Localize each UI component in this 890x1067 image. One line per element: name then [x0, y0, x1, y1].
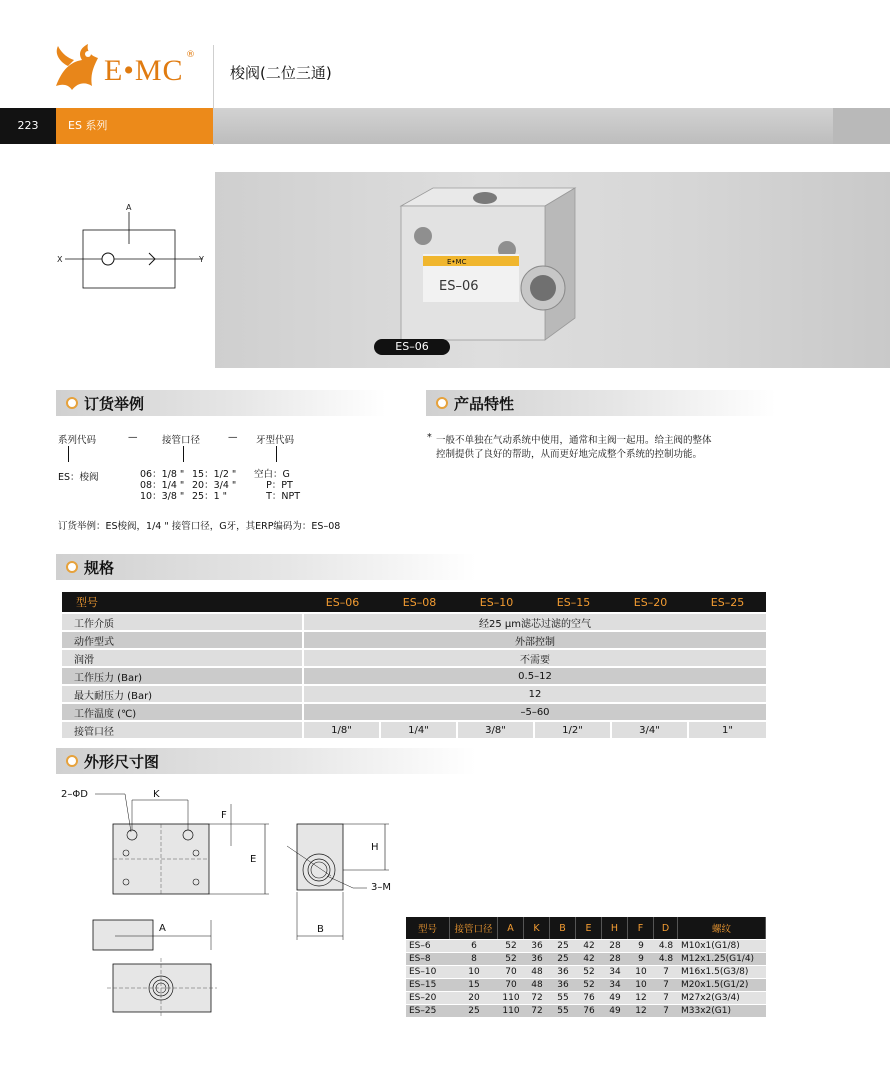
- table-cell: 36: [524, 940, 550, 952]
- table-cell: 20: [450, 992, 498, 1004]
- spec-col-es06: ES–06: [304, 592, 381, 612]
- table-cell: 49: [602, 1005, 628, 1017]
- table-cell: 9: [628, 953, 654, 965]
- section-title: 产品特性: [454, 395, 515, 413]
- dim-label-hole: 2–ΦD: [61, 789, 88, 800]
- table-cell: M16x1.5(G3/8): [678, 966, 766, 978]
- table-cell: 34: [602, 979, 628, 991]
- section-title: 订货举例: [84, 395, 145, 413]
- order-connector-line: [68, 446, 69, 462]
- table-cell: ES–15: [406, 979, 450, 991]
- table-cell: 7: [654, 992, 678, 1004]
- spec-col-model: 型号: [62, 592, 304, 612]
- table-cell: 4.8: [654, 940, 678, 952]
- section-title: 规格: [84, 559, 115, 577]
- spec-row-proof-pressure: [62, 686, 766, 702]
- order-series-value: ES：梭阀: [58, 472, 99, 483]
- spec-col-es10: ES–10: [458, 592, 535, 612]
- symbol-port-a: A: [126, 203, 132, 212]
- table-cell: 48: [524, 979, 550, 991]
- table-cell: ES–10: [406, 966, 450, 978]
- table-cell: 72: [524, 1005, 550, 1017]
- dim-col-b: B: [550, 917, 576, 939]
- table-cell: ES–6: [406, 940, 450, 952]
- bullet-dot-icon: [66, 561, 78, 573]
- spec-row-lubrication: [62, 650, 766, 666]
- page-number: 223: [0, 108, 56, 144]
- spec-row-label: 工作介质: [62, 614, 304, 630]
- spec-table: [62, 590, 766, 740]
- spec-port-value: 1/2": [535, 722, 612, 738]
- table-cell: M27x2(G3/4): [678, 992, 766, 1004]
- table-cell: 10: [450, 966, 498, 978]
- table-cell: M12x1.25(G1/4): [678, 953, 766, 965]
- order-connector-line: [183, 446, 184, 462]
- table-cell: 76: [576, 992, 602, 1004]
- table-cell: 15: [450, 979, 498, 991]
- dimension-table: [406, 916, 766, 1018]
- section-header-features: [426, 390, 776, 416]
- table-cell: 110: [498, 992, 524, 1004]
- table-cell: 10: [628, 979, 654, 991]
- spec-row-actuation: [62, 632, 766, 648]
- table-cell: 9: [628, 940, 654, 952]
- table-cell: 36: [524, 953, 550, 965]
- spec-port-value: 1": [689, 722, 766, 738]
- spec-row-value: 12: [304, 686, 766, 702]
- spec-row-label: 动作型式: [62, 632, 304, 648]
- table-cell: 6: [450, 940, 498, 952]
- table-row: [406, 1005, 766, 1017]
- spec-row-value: 不需要: [304, 650, 766, 666]
- spec-port-value: 1/4": [381, 722, 458, 738]
- table-cell: 55: [550, 992, 576, 1004]
- spec-port-value: 1/8": [304, 722, 381, 738]
- dim-col-d: D: [654, 917, 678, 939]
- spec-row-value: 外部控制: [304, 632, 766, 648]
- bullet-dot-icon: [66, 397, 78, 409]
- table-cell: 55: [550, 1005, 576, 1017]
- dim-table-header-row: [406, 917, 766, 939]
- order-connector-line: [276, 446, 277, 462]
- table-cell: 36: [550, 966, 576, 978]
- spec-col-es15: ES–15: [535, 592, 612, 612]
- valve-symbol-diagram: [55, 200, 215, 300]
- table-cell: 36: [550, 979, 576, 991]
- product-photo: [215, 172, 890, 368]
- table-cell: 52: [498, 953, 524, 965]
- table-cell: 7: [654, 966, 678, 978]
- table-cell: 4.8: [654, 953, 678, 965]
- spec-row-temperature: [62, 704, 766, 720]
- spec-row-label: 润滑: [62, 650, 304, 666]
- dim-label-b: B: [317, 924, 324, 935]
- spec-row-pressure: [62, 668, 766, 684]
- symbol-port-y: Y: [199, 255, 204, 264]
- spec-row-medium: [62, 614, 766, 630]
- dim-label-e: E: [250, 854, 257, 865]
- symbol-port-x: X: [57, 255, 63, 264]
- page-title: 梭阀(二位三通): [230, 64, 332, 82]
- dim-col-port: 接管口径: [450, 917, 498, 939]
- dim-col-thread: 螺纹: [678, 917, 766, 939]
- table-cell: 52: [576, 966, 602, 978]
- dim-col-e: E: [576, 917, 602, 939]
- table-cell: 25: [550, 940, 576, 952]
- table-cell: 52: [576, 979, 602, 991]
- table-row: [406, 992, 766, 1004]
- table-cell: ES–25: [406, 1005, 450, 1017]
- bullet-dot-icon: [66, 755, 78, 767]
- order-sizes-column-2: 15：1/2 " 20：3/4 " 25：1 ": [192, 469, 237, 502]
- features-line-1: 一般不单独在气动系统中使用，通常和主阀一起用。给主阀的整体: [436, 435, 712, 446]
- dim-label-f: F: [221, 810, 227, 821]
- table-row: [406, 953, 766, 965]
- order-dash: —: [228, 432, 238, 443]
- table-cell: 110: [498, 1005, 524, 1017]
- photo-logo-text: E•MC: [447, 258, 467, 266]
- table-row: [406, 979, 766, 991]
- table-cell: 42: [576, 940, 602, 952]
- spec-port-value: 3/8": [458, 722, 535, 738]
- dim-label-h: H: [371, 842, 379, 853]
- features-line-2: 控制提供了良好的帮助，从而更好地完成整个系统的控制功能。: [436, 449, 703, 460]
- dim-col-model: 型号: [406, 917, 450, 939]
- table-cell: 12: [628, 1005, 654, 1017]
- section-title: 外形尺寸图: [84, 753, 160, 771]
- table-cell: 52: [498, 940, 524, 952]
- spec-row-label: 最大耐压力 (Bar): [62, 686, 304, 702]
- table-cell: 7: [654, 979, 678, 991]
- table-cell: 42: [576, 953, 602, 965]
- table-cell: 49: [602, 992, 628, 1004]
- order-port-size-label: 接管口径: [162, 435, 201, 446]
- dim-col-a: A: [498, 917, 524, 939]
- dim-col-k: K: [524, 917, 550, 939]
- order-dash: —: [128, 432, 138, 443]
- dimension-drawing: [55, 780, 415, 1030]
- table-row: [406, 940, 766, 952]
- table-cell: 28: [602, 940, 628, 952]
- spec-row-value: 经25 μm滤芯过滤的空气: [304, 614, 766, 630]
- order-thread-label: 牙型代码: [256, 435, 295, 446]
- section-header-dimensions: [56, 748, 476, 774]
- spec-port-value: 3/4": [612, 722, 689, 738]
- table-cell: 10: [628, 966, 654, 978]
- spec-row-ports: [62, 722, 766, 738]
- section-header-ordering: [56, 390, 386, 416]
- spec-row-label: 接管口径: [62, 722, 304, 738]
- table-cell: ES–20: [406, 992, 450, 1004]
- dim-label-a: A: [159, 923, 166, 934]
- order-series-code-label: 系列代码: [58, 435, 97, 446]
- table-cell: 70: [498, 979, 524, 991]
- brand-name: E•MC: [104, 54, 184, 87]
- spec-row-label: 工作压力 (Bar): [62, 668, 304, 684]
- table-cell: M10x1(G1/8): [678, 940, 766, 952]
- section-header-spec: [56, 554, 476, 580]
- table-cell: 48: [524, 966, 550, 978]
- photo-model-tag: ES–06: [374, 339, 450, 355]
- dim-label-k: K: [153, 789, 160, 800]
- series-label: ES 系列: [56, 108, 213, 144]
- table-cell: 25: [450, 1005, 498, 1017]
- table-cell: 34: [602, 966, 628, 978]
- table-cell: ES–8: [406, 953, 450, 965]
- valve-body-illustration: [215, 172, 890, 368]
- spec-row-label: 工作温度 (℃): [62, 704, 304, 720]
- series-bar-fill: [213, 108, 833, 144]
- table-cell: M20x1.5(G1/2): [678, 979, 766, 991]
- registered-mark: ®: [186, 50, 195, 60]
- bullet-dot-icon: [436, 397, 448, 409]
- table-cell: 70: [498, 966, 524, 978]
- table-cell: 72: [524, 992, 550, 1004]
- table-cell: 12: [628, 992, 654, 1004]
- order-thread-values: 空白：G P：PT T：NPT: [254, 469, 301, 502]
- spec-col-es25: ES–25: [689, 592, 766, 612]
- dim-col-h: H: [602, 917, 628, 939]
- table-cell: 76: [576, 1005, 602, 1017]
- spec-col-es08: ES–08: [381, 592, 458, 612]
- table-cell: M33x2(G1): [678, 1005, 766, 1017]
- spec-row-value: –5–60: [304, 704, 766, 720]
- spec-header-row: [62, 592, 766, 612]
- order-sizes-column-1: 06：1/8 " 08：1/4 " 10：3/8 ": [140, 469, 185, 502]
- table-cell: 7: [654, 1005, 678, 1017]
- spec-col-es20: ES–20: [612, 592, 689, 612]
- features-bullet: *: [427, 432, 432, 443]
- table-cell: 25: [550, 953, 576, 965]
- table-row: [406, 966, 766, 978]
- table-cell: 8: [450, 953, 498, 965]
- dim-table-body: [406, 940, 766, 1017]
- order-example: 订货举例：ES梭阀，1/4 " 接管口径，G牙，其ERP编码为：ES–08: [58, 521, 341, 532]
- table-cell: 28: [602, 953, 628, 965]
- spec-row-value: 0.5–12: [304, 668, 766, 684]
- photo-model-label: ES–06: [439, 279, 479, 294]
- dim-col-f: F: [628, 917, 654, 939]
- dim-label-port: 3–M: [371, 882, 391, 893]
